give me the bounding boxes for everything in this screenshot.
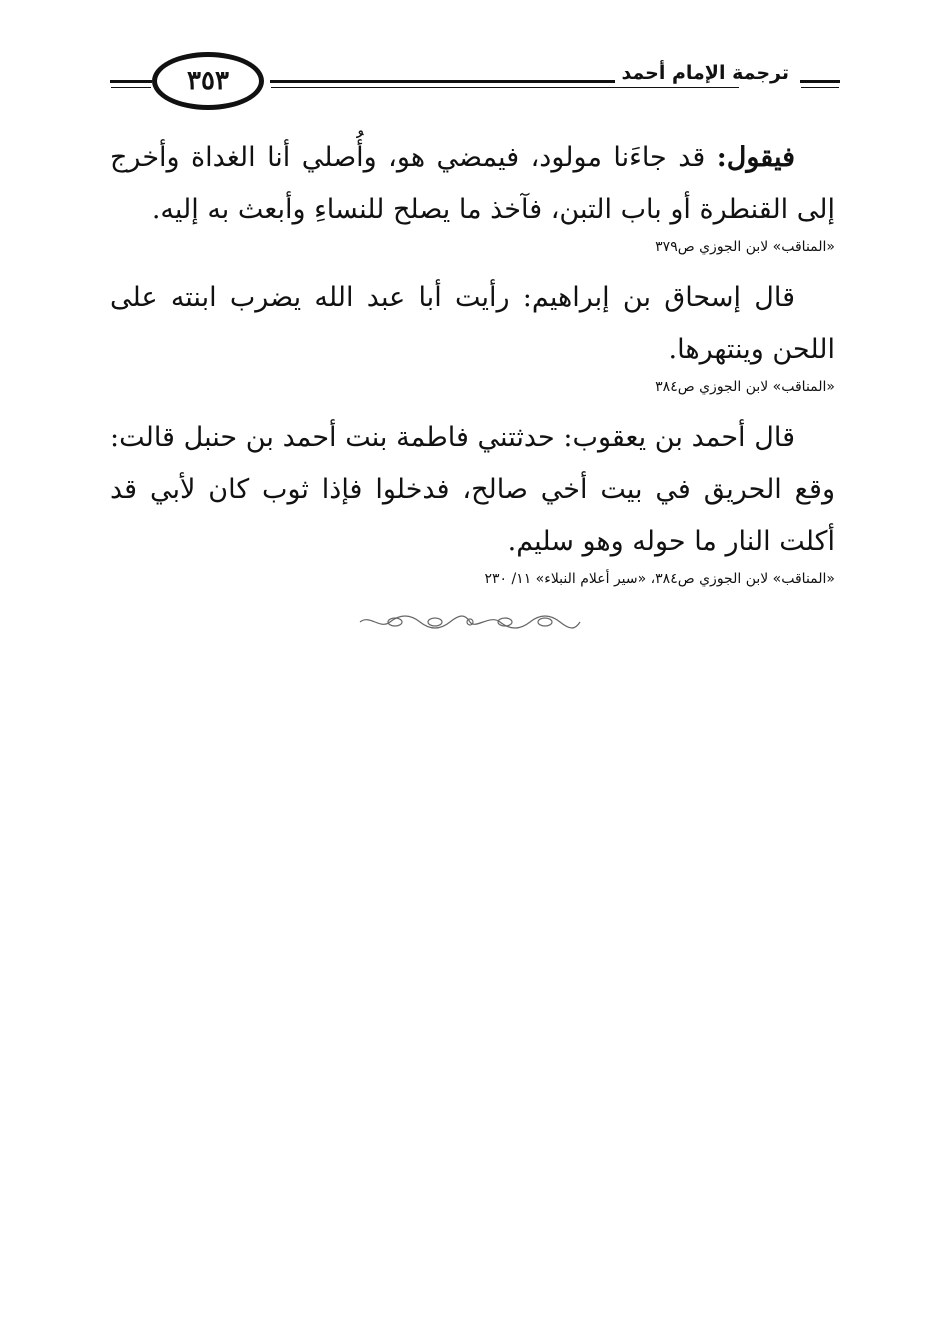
paragraph-1 xyxy=(110,132,835,236)
paragraph-text: قال إسحاق بن إبراهيم: رأيت أبا عبد الله يضرب ابنته على اللحن وينتهرها. xyxy=(110,282,835,365)
source-citation-2: «المناقب» لابن الجوزي ص٣٨٤ xyxy=(655,379,835,395)
paragraph-2 xyxy=(110,272,835,376)
paragraph-lead: فيقول: xyxy=(716,142,795,173)
source-citation-3: «المناقب» لابن الجوزي ص٣٨٤، «سير أعلام النبلاء» ١١/ ٢٣٠ xyxy=(484,571,835,587)
paragraph-text: قد جاءَنا مولود، فيمضي هو، وأُصلي أنا الغداة وأخرج إلى القنطرة أو باب التبن، فآخذ ما يصلح للنساءِ وأبعث به إليه. xyxy=(110,142,835,225)
page-number: ٣٥٣ xyxy=(152,52,264,110)
running-title: ترجمة الإمام أحمد xyxy=(615,62,795,84)
page-body xyxy=(110,132,835,604)
paragraph-3 xyxy=(110,412,835,568)
ornament-divider-icon xyxy=(355,612,585,632)
paragraph-text: قال أحمد بن يعقوب: حدثتني فاطمة بنت أحمد بن حنبل قالت: وقع الحريق في بيت أخي صالح، فدخلوا فإذا ثوب كان لأبي قد أكلت النار ما حوله وهو سليم. xyxy=(110,422,835,557)
page-header xyxy=(110,50,840,120)
header-rule-left xyxy=(110,80,152,83)
header-rule-right xyxy=(800,80,840,83)
source-citation-1: «المناقب» لابن الجوزي ص٣٧٩ xyxy=(655,239,835,255)
